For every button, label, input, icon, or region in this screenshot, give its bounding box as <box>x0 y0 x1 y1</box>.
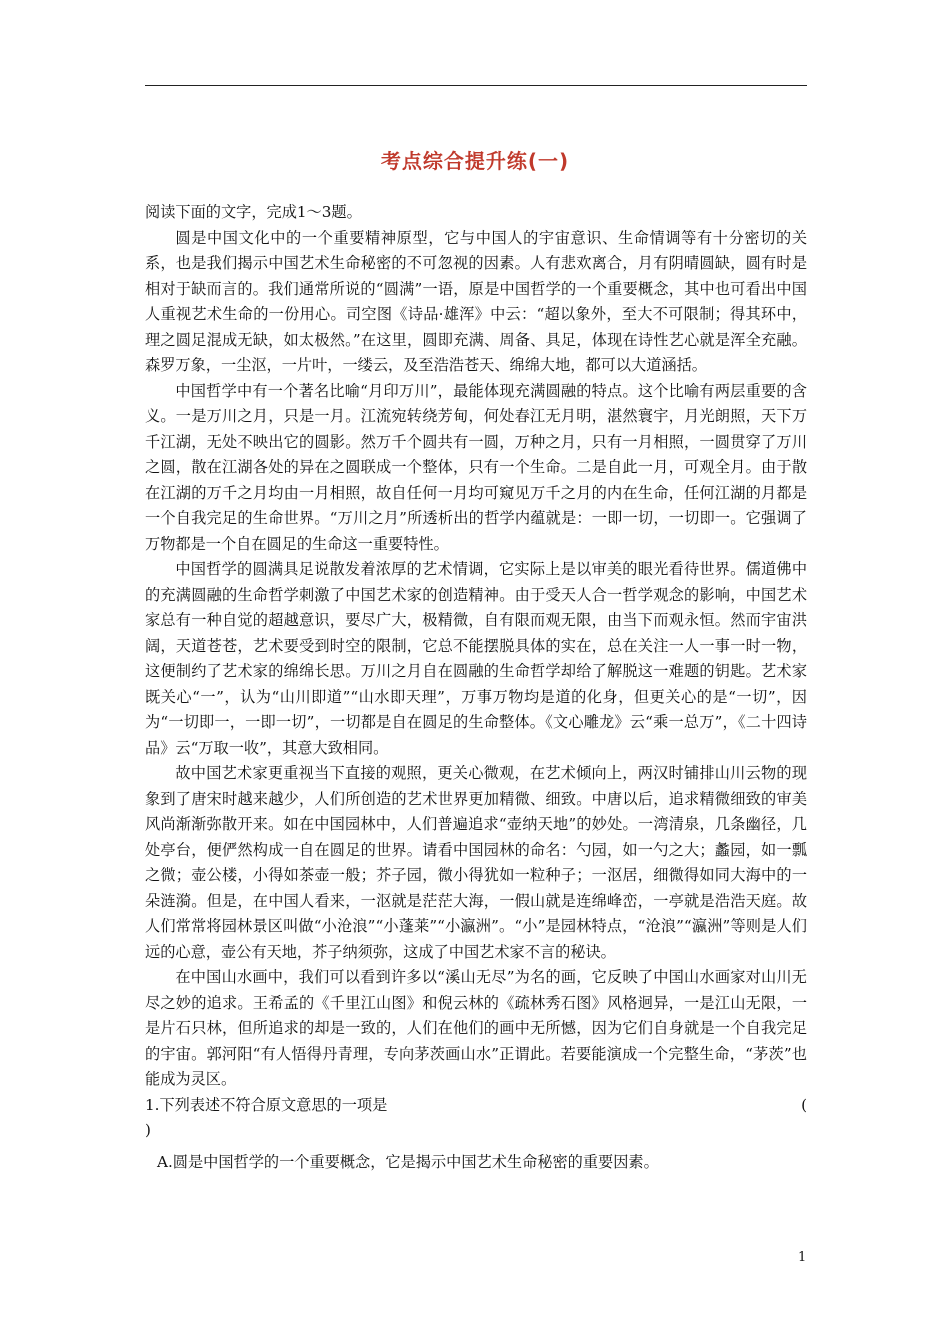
page-title: 考点综合提升练(一) <box>380 149 570 173</box>
paragraph-5: 在中国山水画中，我们可以看到许多以“溪山无尽”为名的画，它反映了中国山水画家对山川无尽之妙的追求。王希孟的《千里江山图》和倪云林的《疏林秀石图》风格迥异，一是江山无限，一是片石只林，但所追求的却是一致的，人们在他们的画中无所憾，因为它们自身就是一个自我完足的宇宙。郭河阳“有人悟得丹青理，专向茅茨画山水”正谓此。若要能演成一个完整生命，“茅茨”也能成为灵区。 <box>145 968 807 1088</box>
question-stem: 1.下列表述不符合原文意思的一项是 <box>145 1095 388 1114</box>
answer-bracket-open: ( <box>801 1095 807 1114</box>
paragraph-4: 故中国艺术家更重视当下直接的观照，更关心微观，在艺术倾向上，两汉时铺排山川云物的现象到了唐宋时越来越少，人们所创造的艺术世界更加精微、细致。中唐以后，追求精微细致的审美风尚渐渐弥散开来。如在中国园林中，人们普遍追求“壶纳天地”的妙处。一湾清泉，几条幽径，几处亭台，便俨然构成一自在圆足的世界。请看中国园林的命名：勺园，如一勺之大；蠡园，如一瓢之微；壶公楼，小得如茶壶一般；芥子园，微小得犹如一粒种子；一沤居，细微得如同大海中的一朵涟漪。但是，在中国人看来，一沤就是茫茫大海，一假山就是连绵峰峦，一亭就是浩浩天庭。故人们常常将园林景区叫做“小沧浪”“小蓬莱”“小瀛洲”。“小”是园林特点，“沧浪”“瀛洲”等则是人们远的心意，壶公有天地，芥子纳须弥，这成了中国艺术家不言的秘诀。 <box>145 764 807 961</box>
page-number: 1 <box>798 1250 807 1265</box>
question-1 <box>145 1093 807 1119</box>
instruction-text: 阅读下面的文字，完成1～3题。 <box>145 203 362 221</box>
option-a: A.圆是中国哲学的一个重要概念，它是揭示中国艺术生命秘密的重要因素。 <box>157 1152 659 1171</box>
paragraph-2: 中国哲学中有一个著名比喻“月印万川”，最能体现充满圆融的特点。这个比喻有两层重要的含义。一是万川之月，只是一月。江流宛转绕芳甸，何处春江无月明，湛然寰宇，月光朗照，天下万千江湖，无处不映出它的圆影。然万千个圆共有一圆，万种之月，只有一月相照，一圆贯穿了万川之圆，散在江湖各处的异在之圆联成一个整体，只有一个生命。二是自此一月，可观全月。由于散在江湖的万千之月均由一月相照，故自任何一月均可窥见万千之月的内在生命，任何江湖的月都是一个自我完足的生命世界。“万川之月”所透析出的哲学内蕴就是：一即一切，一切即一。它强调了万物都是一个自在圆足的生命这一重要特性。 <box>145 381 807 553</box>
paragraph-1: 圆是中国文化中的一个重要精神原型，它与中国人的宇宙意识、生命情调等有十分密切的关系，也是我们揭示中国艺术生命秘密的不可忽视的因素。人有悲欢离合，月有阴晴圆缺，圆有时是相对于缺而言的。我们通常所说的“圆满”一语，原是中国哲学的一个重要概念，其中也可看出中国人重视艺术生命的一份用心。司空图《诗品·雄浑》中云：“超以象外，至大不可限制；得其环中，理之圆足混成无缺，如太极然。”在这里，圆即充满、周备、具足，体现在诗性艺心就是浑全充融。森罗万象，一尘沤，一片叶，一缕云，及至浩浩苍天、绵绵大地，都可以大道涵括。 <box>145 228 807 374</box>
answer-bracket-close: ) <box>145 1121 151 1139</box>
reading-passage <box>145 200 807 1175</box>
header-rule <box>145 85 807 86</box>
paragraph-3: 中国哲学的圆满具足说散发着浓厚的艺术情调，它实际上是以审美的眼光看待世界。儒道佛中的充满圆融的生命哲学刺激了中国艺术家的创造精神。由于受天人合一哲学观念的影响，中国艺术家总有一种自觉的超越意识，要尽广大，极精微，自有限而观无限，由当下而观永恒。然而宇宙洪阔，天道苍苍，艺术要受到时空的限制，它总不能摆脱具体的实在，总在关注一人一事一时一物，这便制约了艺术家的绵绵长思。万川之月自在圆融的生命哲学却给了解脱这一难题的钥匙。艺术家既关心“一”，认为“山川即道”“山水即天理”，万事万物均是道的化身，但更关心的是“一切”，因为“一切即一，一即一切”，一切都是自在圆足的生命整体。《文心雕龙》云“乘一总万”，《二十四诗品》云“万取一收”，其意大致相同。 <box>145 560 807 757</box>
